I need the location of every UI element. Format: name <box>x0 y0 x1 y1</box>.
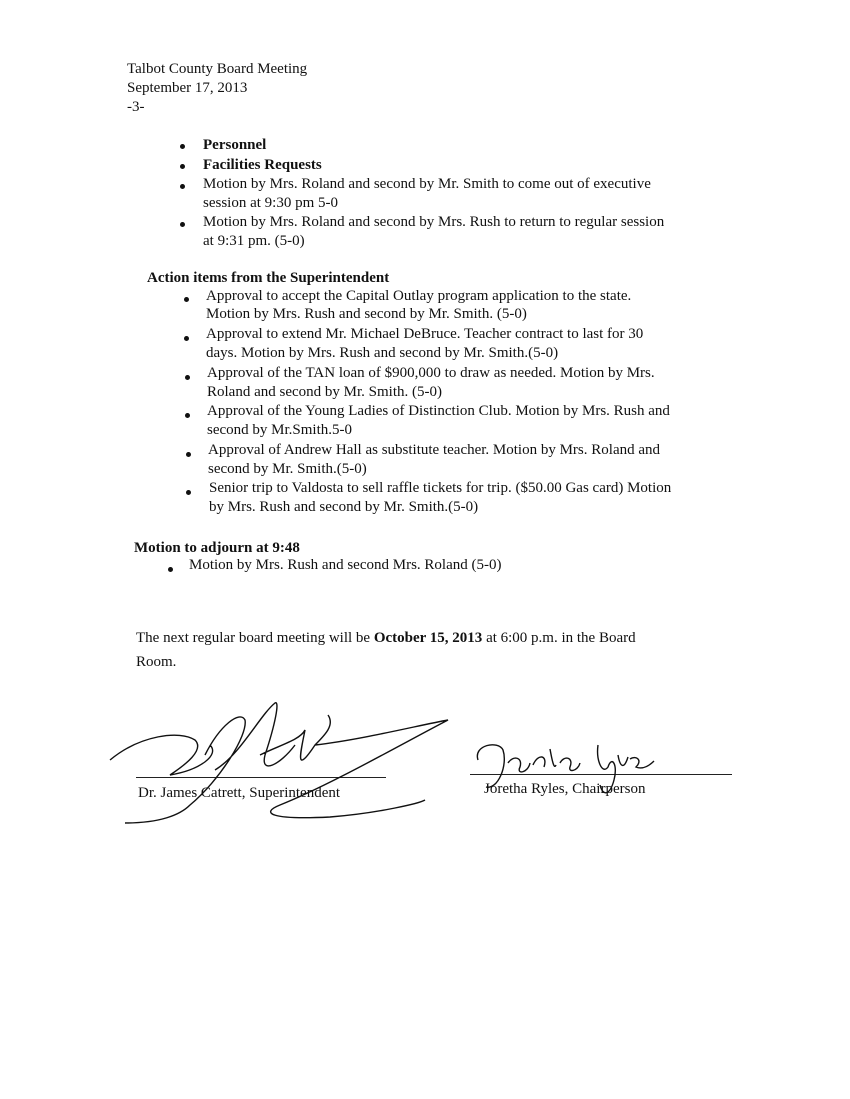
list-item: Approval to extend Mr. Michael DeBruce. Teacher contract to last for 30 <box>206 326 644 342</box>
bullet-icon <box>184 336 189 341</box>
next-meeting-text-continuation: Room. <box>136 654 177 670</box>
next-meeting-date: October 15, 2013 <box>373 630 483 646</box>
bullet-icon <box>185 375 190 380</box>
list-item: Approval of the Young Ladies of Distinction Club. Motion by Mrs. Rush and <box>207 403 670 419</box>
list-item: Approval of the TAN loan of $900,000 to draw as needed. Motion by Mrs. <box>207 365 655 381</box>
bullet-icon <box>186 452 191 457</box>
next-meeting-prefix: The next regular board meeting will be <box>136 630 374 646</box>
signatory-label-superintendent: Dr. James Catrett, Superintendent <box>138 785 341 801</box>
list-item-continuation: Roland and second by Mr. Smith. (5-0) <box>207 384 442 400</box>
bullet-icon <box>168 567 173 572</box>
section-heading-adjourn: Motion to adjourn at 9:48 <box>134 540 300 556</box>
list-item-continuation: session at 9:30 pm 5-0 <box>203 195 338 211</box>
bullet-icon <box>180 222 185 227</box>
list-item-continuation: by Mrs. Rush and second by Mr. Smith.(5-0) <box>209 499 479 515</box>
bullet-icon <box>185 413 190 418</box>
signatory-label-chairperson: Joretha Ryles, Chairperson <box>484 781 646 797</box>
list-item: Senior trip to Valdosta to sell raffle tickets for trip. ($50.00 Gas card) Motion <box>209 480 672 496</box>
next-meeting-text <box>136 629 636 648</box>
document-title: Talbot County Board Meeting <box>127 61 308 77</box>
bullet-icon <box>180 144 185 149</box>
list-item-continuation: second by Mr.Smith.5-0 <box>207 422 352 438</box>
next-meeting-suffix: at 6:00 p.m. in the Board <box>482 630 636 646</box>
signature-scribble-left <box>100 685 460 830</box>
page-number: -3- <box>127 99 145 115</box>
list-item-continuation: days. Motion by Mrs. Rush and second by Mr. Smith.(5-0) <box>206 345 559 361</box>
list-item-continuation: Motion by Mrs. Rush and second by Mr. Smith. (5-0) <box>206 306 527 322</box>
list-item: Personnel <box>203 137 267 153</box>
section-heading-action-items: Action items from the Superintendent <box>147 270 390 286</box>
list-item: Motion by Mrs. Roland and second by Mr. Smith to come out of executive <box>203 176 651 192</box>
meeting-date: September 17, 2013 <box>127 80 248 96</box>
bullet-icon <box>186 490 191 495</box>
list-item: Approval to accept the Capital Outlay program application to the state. <box>206 288 632 304</box>
bullet-icon <box>184 297 189 302</box>
list-item: Motion by Mrs. Rush and second Mrs. Roland (5-0) <box>189 557 502 573</box>
list-item-continuation: second by Mr. Smith.(5-0) <box>208 461 367 477</box>
list-item: Facilities Requests <box>203 157 322 173</box>
list-item: Motion by Mrs. Roland and second by Mrs. Rush to return to regular session <box>203 214 665 230</box>
list-item-continuation: at 9:31 pm. (5-0) <box>203 233 305 249</box>
bullet-icon <box>180 164 185 169</box>
list-item: Approval of Andrew Hall as substitute teacher. Motion by Mrs. Roland and <box>208 442 661 458</box>
bullet-icon <box>180 184 185 189</box>
